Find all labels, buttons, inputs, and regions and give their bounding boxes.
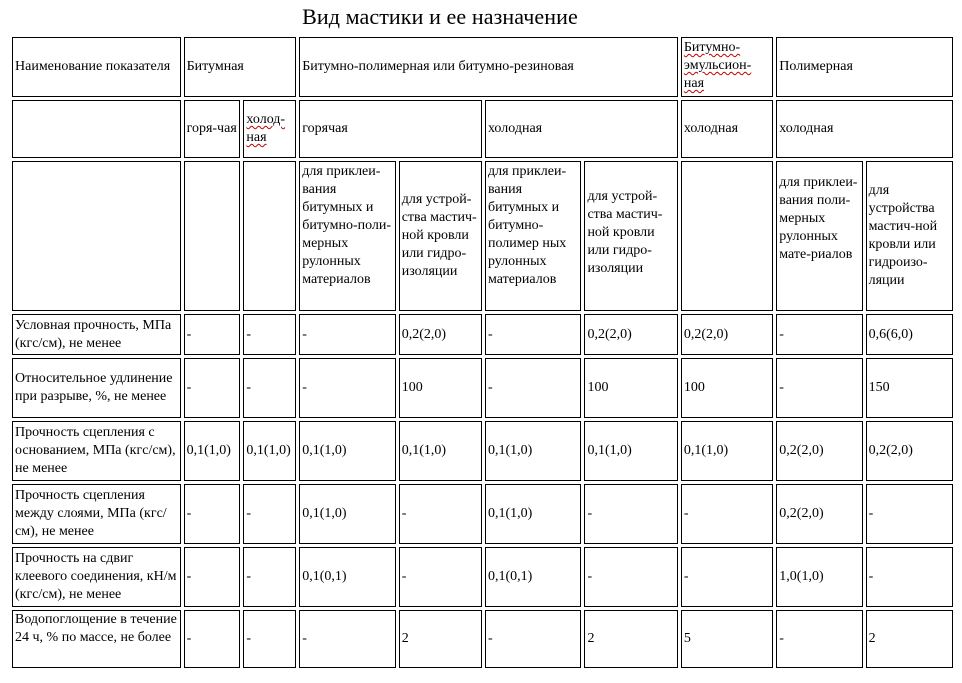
page-title: Вид мастики и ее назначение: [302, 4, 578, 29]
table-cell: 0,1(0,1): [485, 547, 581, 607]
sub-header-bitumen-hot: горя-чая: [184, 100, 241, 158]
table-cell: 0,1(1,0): [299, 484, 395, 544]
table-cell: 150: [866, 358, 953, 418]
header-row-purpose: [12, 161, 953, 311]
purpose-bp-cold-roof: для устрой-ства мастич-ной кровли или гидро-изоляции: [584, 161, 677, 311]
table-cell: -: [584, 547, 677, 607]
table-cell: -: [243, 547, 296, 607]
table-cell: 0,2(2,0): [584, 314, 677, 355]
empty-header-cell: [243, 161, 296, 311]
table-cell: -: [299, 314, 395, 355]
table-cell: 0,1(1,0): [399, 421, 482, 481]
table-cell: 5: [681, 610, 773, 668]
purpose-bp-hot-glue: для приклеи-вания битумных и битумно-поли-мерных рулонных материалов: [299, 161, 395, 311]
table-cell: -: [243, 484, 296, 544]
table-cell: -: [243, 610, 296, 668]
table-cell: 0,2(2,0): [866, 421, 953, 481]
empty-header-cell: [681, 161, 773, 311]
table-cell: 2: [584, 610, 677, 668]
group-header-bitumen-polymer: Битумно-полимерная или битумно-резиновая: [299, 37, 678, 97]
group-header-bitumen: Битумная: [184, 37, 297, 97]
empty-header-cell: [12, 161, 181, 311]
table-cell: -: [485, 358, 581, 418]
table-cell: -: [866, 484, 953, 544]
sub-header-be-cold: холодная: [681, 100, 773, 158]
table-cell: -: [681, 547, 773, 607]
table-cell: -: [399, 484, 482, 544]
table-cell: 0,2(2,0): [681, 314, 773, 355]
table-cell: 0,2(2,0): [399, 314, 482, 355]
table-row: [12, 547, 953, 607]
table-cell: -: [243, 358, 296, 418]
indicator-header: Наименование показателя: [12, 37, 181, 97]
table-cell: -: [184, 610, 241, 668]
table-cell: 0,1(1,0): [584, 421, 677, 481]
table-cell: 0,6(6,0): [866, 314, 953, 355]
row-label: Относительное удлинение при разрыве, %, не менее: [12, 358, 181, 418]
table-cell: -: [776, 314, 862, 355]
sub-header-bp-cold: холодная: [485, 100, 678, 158]
empty-header-cell: [12, 100, 181, 158]
table-cell: -: [866, 547, 953, 607]
row-label: Условная прочность, МПа (кгс/см), не менее: [12, 314, 181, 355]
table-cell: -: [299, 610, 395, 668]
table-row: [12, 610, 953, 668]
row-label: Прочность сцепления с основанием, МПа (кгс/см), не менее: [12, 421, 181, 481]
table-cell: -: [184, 484, 241, 544]
header-row-groups: [12, 37, 953, 97]
table-cell: 0,1(1,0): [243, 421, 296, 481]
table-row: [12, 484, 953, 544]
header-row-temperature: [12, 100, 953, 158]
purpose-bp-cold-glue: для приклеи-вания битумных и битумно-полимер ных рулонных материалов: [485, 161, 581, 311]
sub-header-poly-cold: холодная: [776, 100, 953, 158]
table-cell: 2: [866, 610, 953, 668]
group-header-polymer: Полимерная: [776, 37, 953, 97]
table-cell: -: [184, 547, 241, 607]
table-cell: -: [584, 484, 677, 544]
table-cell: 0,2(2,0): [776, 421, 862, 481]
table-cell: -: [399, 547, 482, 607]
mastic-table: [9, 34, 956, 671]
table-cell: -: [243, 314, 296, 355]
table-cell: -: [184, 358, 241, 418]
purpose-poly-glue: для приклеи-вания поли-мерных рулонных мате-риалов: [776, 161, 862, 311]
table-cell: -: [681, 484, 773, 544]
empty-header-cell: [184, 161, 241, 311]
purpose-poly-roof: для устройства мастич-ной кровли или гидроизо-ляции: [866, 161, 953, 311]
table-row: [12, 314, 953, 355]
table-cell: 0,1(1,0): [485, 484, 581, 544]
table-cell: 1,0(1,0): [776, 547, 862, 607]
purpose-bp-hot-roof: для устрой-ства мастич-ной кровли или гидро-изоляции: [399, 161, 482, 311]
table-cell: -: [485, 314, 581, 355]
sub-header-bitumen-cold: холод-ная: [243, 100, 296, 158]
group-header-bitumen-emulsion: Битумно-эмульсион-ная: [681, 37, 773, 97]
row-label: Прочность сцепления между слоями, МПа (кгс/см), не менее: [12, 484, 181, 544]
table-cell: 2: [399, 610, 482, 668]
table-cell: -: [776, 610, 862, 668]
table-cell: 100: [681, 358, 773, 418]
table-cell: -: [485, 610, 581, 668]
table-cell: -: [184, 314, 241, 355]
table-cell: 0,1(1,0): [681, 421, 773, 481]
table-cell: 0,1(1,0): [184, 421, 241, 481]
table-cell: -: [776, 358, 862, 418]
row-label: Водопоглощение в течение 24 ч, % по массе, не более: [12, 610, 181, 668]
table-cell: 100: [399, 358, 482, 418]
table-cell: 100: [584, 358, 677, 418]
row-label: Прочность на сдвиг клеевого соединения, кН/м (кгс/см), не менее: [12, 547, 181, 607]
table-cell: 0,1(1,0): [299, 421, 395, 481]
table-cell: 0,1(0,1): [299, 547, 395, 607]
table-cell: 0,1(1,0): [485, 421, 581, 481]
table-row: [12, 358, 953, 418]
table-cell: -: [299, 358, 395, 418]
table-row: [12, 421, 953, 481]
table-cell: 0,2(2,0): [776, 484, 862, 544]
sub-header-bp-hot: горячая: [299, 100, 482, 158]
